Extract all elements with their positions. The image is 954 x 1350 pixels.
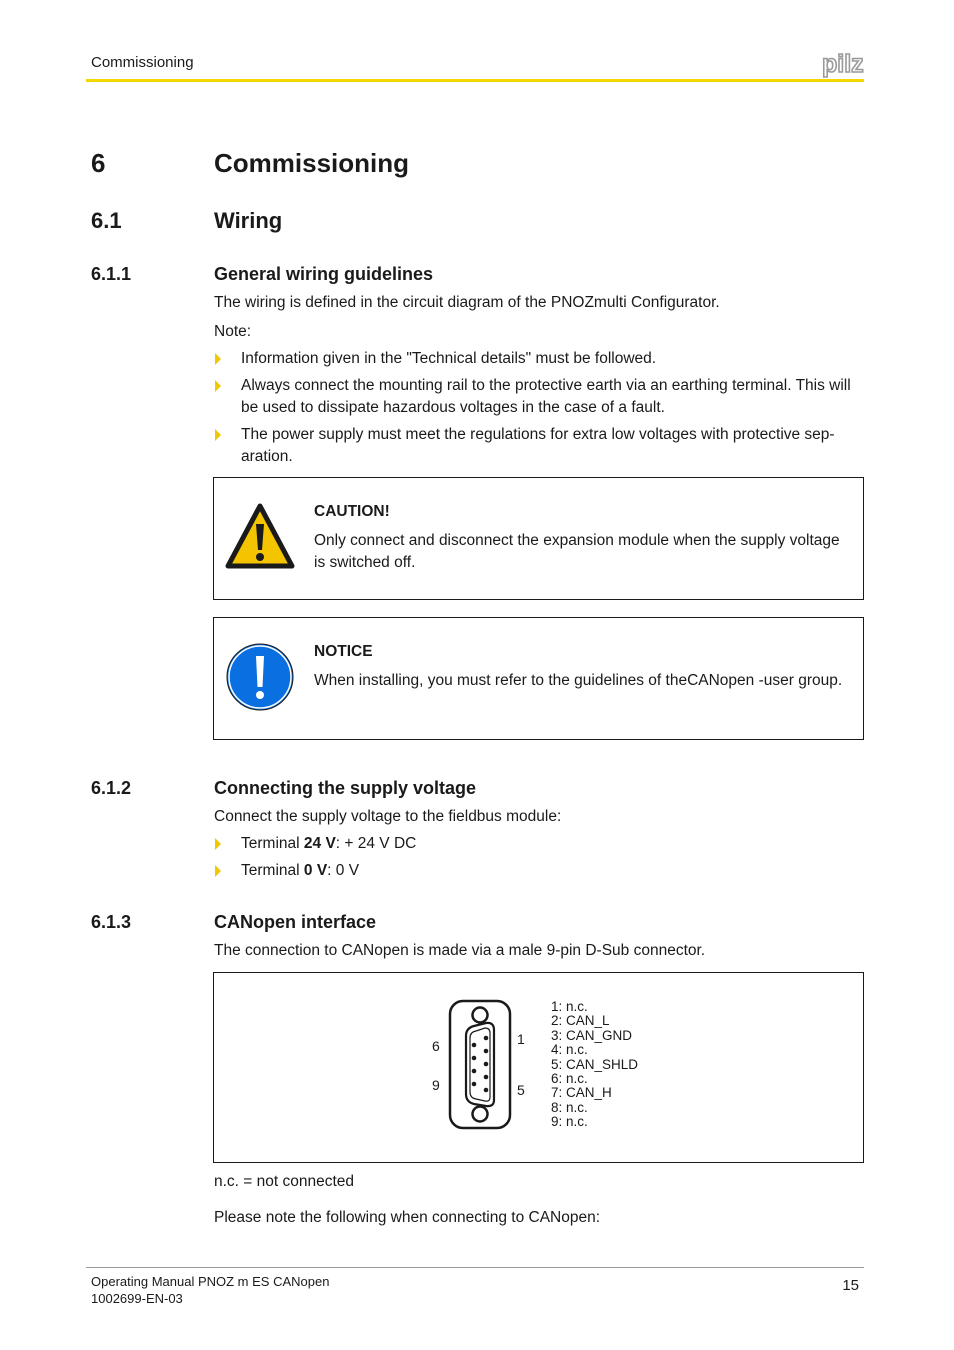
nc-note: n.c. = not connected: [214, 1173, 355, 1190]
footer-document-number: 1002699-EN-03: [91, 1291, 183, 1306]
bullet-arrow-icon: [215, 838, 221, 850]
notice-title: NOTICE: [314, 643, 373, 660]
section-number: 6.1: [91, 208, 122, 233]
running-header: Commissioning: [91, 54, 194, 71]
bullet-arrow-icon: [215, 380, 221, 392]
footer-document-info: [91, 1273, 329, 1307]
subsection-title: CANopen interface: [214, 912, 377, 932]
subsection-number: 6.1.1: [91, 264, 132, 284]
notice-text: When installing, you must refer to the guidelines of theCANopen -user group.: [314, 672, 843, 689]
list-item: Terminal 24 V: + 24 V DC: [214, 833, 864, 855]
subsection-title: General wiring guidelines: [214, 264, 434, 284]
chapter-title: Commissioning: [214, 148, 410, 178]
section-title: Wiring: [214, 208, 283, 233]
pin-assignment: 3: CAN_GND: [551, 1027, 633, 1043]
pin-label-1: 1: [517, 1031, 525, 1047]
subsection-number: 6.1.3: [91, 912, 132, 932]
pin-assignment: 9: n.c.: [551, 1114, 588, 1130]
list-item: Information given in the "Technical details" must be followed.: [214, 348, 864, 370]
subsection-title: Connecting the supply voltage: [214, 778, 477, 798]
pilz-logo: [820, 50, 866, 78]
bullet-arrow-icon: [215, 429, 221, 441]
bullet-arrow-icon: [215, 865, 221, 877]
pin-assignment: 5: CAN_SHLD: [551, 1056, 639, 1072]
footer-rule: [86, 1267, 864, 1268]
pin-assignment-list: [551, 1000, 638, 1130]
page-number: 15: [842, 1277, 859, 1294]
pin-assignment: 2: CAN_L: [551, 1013, 610, 1029]
paragraph: The wiring is defined in the circuit diagram of the PNOZmulti Configurator.: [214, 294, 720, 311]
pin-label-5: 5: [517, 1082, 525, 1098]
caution-text: Only connect and disconnect the expansion module when the supply voltage is switched off.: [314, 532, 840, 571]
footer-manual-title: Operating Manual PNOZ m ES CANopen: [91, 1274, 330, 1289]
dsub-connector-icon: [445, 998, 517, 1132]
caution-box: [213, 477, 864, 600]
pin-label-9: 9: [432, 1077, 440, 1093]
pin-assignment: 4: n.c.: [551, 1042, 588, 1058]
chapter-number: 6: [91, 148, 106, 178]
list-item: Terminal 0 V: 0 V: [214, 860, 864, 882]
list-item: The power supply must meet the regulations for extra low voltages with protective sep-aration.: [214, 424, 864, 468]
warning-triangle-icon: [224, 502, 296, 572]
pin-label-6: 6: [432, 1038, 440, 1054]
logo-text: pilz: [822, 50, 864, 78]
bullet-arrow-icon: [215, 353, 221, 365]
exclamation-circle-icon: [225, 642, 295, 712]
pin-assignment: 8: n.c.: [551, 1099, 588, 1115]
notice-box: [213, 617, 864, 740]
pin-assignment: 7: CAN_H: [551, 1085, 612, 1101]
list-item: Always connect the mounting rail to the protective earth via an earthing terminal. This will be used to dissipate hazardous voltages in the case of a fault.: [214, 375, 864, 419]
paragraph: The connection to CANopen is made via a male 9-pin D-Sub connector.: [214, 942, 706, 959]
note-label: Note:: [214, 323, 252, 340]
connector-figure: [213, 972, 864, 1163]
pin-assignment: 6: n.c.: [551, 1071, 588, 1087]
subsection-number: 6.1.2: [91, 778, 132, 798]
header-rule: [86, 79, 864, 82]
pin-assignment: 1: n.c.: [551, 999, 588, 1014]
paragraph: Please note the following when connecting to CANopen:: [214, 1209, 601, 1226]
paragraph: Connect the supply voltage to the fieldbus module:: [214, 808, 562, 825]
caution-title: CAUTION!: [314, 503, 390, 520]
